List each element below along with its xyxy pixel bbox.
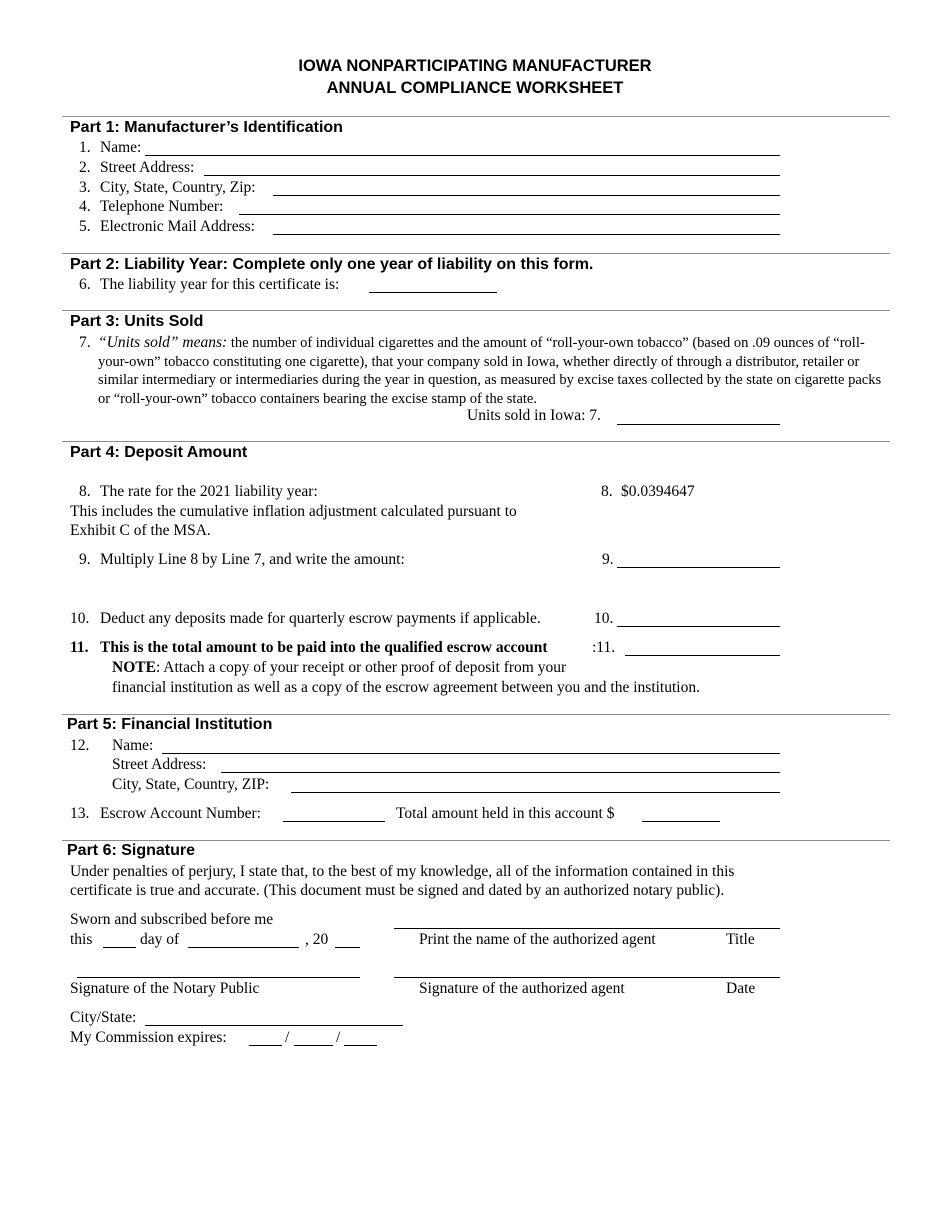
date-separator: / xyxy=(336,1029,341,1046)
item-number: 8. xyxy=(79,483,91,500)
part1-heading: Part 1: Manufacturer’s Identification xyxy=(70,119,343,136)
rate-note-line1: This includes the cumulative inflation adjustment calculated pursuant to xyxy=(70,503,517,520)
perjury-statement-line2: certificate is true and accurate. (This document must be signed and dated by an authorized notary public). xyxy=(70,882,725,899)
item-number: 4. xyxy=(79,198,91,215)
line10-amount-field[interactable] xyxy=(617,626,780,627)
item-number: 12. xyxy=(70,737,90,754)
rate-note-line2: Exhibit C of the MSA. xyxy=(70,522,211,539)
telephone-field[interactable] xyxy=(239,214,780,215)
commission-year-field[interactable] xyxy=(344,1045,377,1046)
sworn-label: Sworn and subscribed before me xyxy=(70,911,274,928)
agent-signature-label: Signature of the authorized agent xyxy=(419,980,625,997)
page-title-line2: ANNUAL COMPLIANCE WORKSHEET xyxy=(326,79,624,97)
city-state-field[interactable] xyxy=(273,195,780,196)
sworn-day-field[interactable] xyxy=(103,947,136,948)
part3-heading: Part 3: Units Sold xyxy=(70,313,204,330)
section-divider xyxy=(62,310,890,311)
units-sold-term: “Units sold” means: xyxy=(98,334,228,351)
section-divider xyxy=(62,441,890,442)
sworn-month-field[interactable] xyxy=(188,947,299,948)
units-sold-text: the number of individual cigarettes and the amount of “roll-your-own tobacco” (based on .09 ounces of “roll-your-own” tobacco constituting one cigarette), that your company sold in Iowa, whether directly of through a distributor, retailer or similar intermediary or intermediaries during the year in question, as measured by excise taxes collected by the state on cigarette packs or “roll-your-own” tobacco containers bearing the excise stamp of the state. xyxy=(98,335,882,407)
city-state-label: City/State: xyxy=(70,1009,137,1026)
sworn-year-label: , 20 xyxy=(305,931,329,948)
perjury-statement-line1: Under penalties of perjury, I state that, to the best of my knowledge, all of the information contained in this xyxy=(70,863,735,880)
section-divider xyxy=(62,714,890,715)
escrow-note-line1 xyxy=(112,659,566,677)
units-sold-label: Units sold in Iowa: 7. xyxy=(467,407,601,424)
commission-expires-label: My Commission expires: xyxy=(70,1029,227,1046)
item-number: 3. xyxy=(79,179,91,196)
part5-heading: Part 5: Financial Institution xyxy=(67,716,273,733)
note-label: NOTE xyxy=(112,659,156,676)
item-number: 5. xyxy=(79,218,91,235)
part2-heading: Part 2: Liability Year: Complete only one year of liability on this form. xyxy=(70,256,594,273)
total-escrow-label: This is the total amount to be paid into the qualified escrow account xyxy=(100,639,548,656)
item-number: 1. xyxy=(79,139,91,156)
total-held-label: Total amount held in this account $ xyxy=(396,805,615,822)
manufacturer-name-field[interactable] xyxy=(145,155,780,156)
section-divider xyxy=(62,116,890,117)
multiply-label: Multiply Line 8 by Line 7, and write the amount: xyxy=(100,551,405,568)
part4-heading: Part 4: Deposit Amount xyxy=(70,444,248,461)
institution-street-label: Street Address: xyxy=(112,756,207,773)
total-held-field[interactable] xyxy=(642,821,720,822)
rate-label: The rate for the 2021 liability year: xyxy=(100,483,318,500)
item-number: 7. xyxy=(79,334,91,351)
institution-name-label: Name: xyxy=(112,737,154,754)
street-address-field[interactable] xyxy=(204,175,780,176)
notary-signature-field[interactable] xyxy=(77,977,360,978)
agent-name-field[interactable] xyxy=(394,928,780,929)
item-number: :11. xyxy=(592,639,616,656)
sworn-this-label: this xyxy=(70,931,93,948)
telephone-label: Telephone Number: xyxy=(100,198,224,215)
sworn-dayof-label: day of xyxy=(140,931,180,948)
date-separator: / xyxy=(285,1029,290,1046)
institution-street-field[interactable] xyxy=(221,772,780,773)
part6-heading: Part 6: Signature xyxy=(67,842,196,859)
section-divider xyxy=(62,840,890,841)
name-label: Name: xyxy=(100,139,142,156)
institution-city-field[interactable] xyxy=(291,792,780,793)
institution-name-field[interactable] xyxy=(162,753,780,754)
item-number: 8. xyxy=(601,483,613,500)
rate-value: $0.0394647 xyxy=(621,483,695,500)
item-number: 6. xyxy=(79,276,91,293)
note-text: : Attach a copy of your receipt or other proof of deposit from your xyxy=(155,659,567,676)
section-divider xyxy=(62,253,890,254)
units-sold-definition xyxy=(98,334,890,408)
sworn-year-field[interactable] xyxy=(335,947,360,948)
total-escrow-field[interactable] xyxy=(625,655,780,656)
liability-year-field[interactable] xyxy=(369,292,497,293)
units-sold-field[interactable] xyxy=(617,424,780,425)
escrow-note-line2: financial institution as well as a copy of the escrow agreement between you and the institution. xyxy=(112,679,700,696)
agent-date-label: Date xyxy=(726,980,756,997)
email-field[interactable] xyxy=(273,234,780,235)
item-number: 2. xyxy=(79,159,91,176)
email-label: Electronic Mail Address: xyxy=(100,218,255,235)
item-number: 11. xyxy=(70,639,89,656)
institution-city-label: City, State, Country, ZIP: xyxy=(112,776,270,793)
liability-year-label: The liability year for this certificate is: xyxy=(100,276,340,293)
notary-signature-label: Signature of the Notary Public xyxy=(70,980,260,997)
agent-title-label: Title xyxy=(726,931,755,948)
agent-name-label: Print the name of the authorized agent xyxy=(419,931,656,948)
deduct-deposits-label: Deduct any deposits made for quarterly escrow payments if applicable. xyxy=(100,610,541,627)
item-number: 9. xyxy=(602,551,614,568)
commission-day-field[interactable] xyxy=(294,1045,333,1046)
escrow-account-label: Escrow Account Number: xyxy=(100,805,261,822)
street-address-label: Street Address: xyxy=(100,159,195,176)
notary-city-state-field[interactable] xyxy=(145,1025,403,1026)
page-title-line1: IOWA NONPARTICIPATING MANUFACTURER xyxy=(298,57,652,75)
city-state-label: City, State, Country, Zip: xyxy=(100,179,256,196)
escrow-account-field[interactable] xyxy=(283,821,385,822)
agent-signature-field[interactable] xyxy=(394,977,780,978)
item-number: 10. xyxy=(70,610,90,627)
item-number: 9. xyxy=(79,551,91,568)
item-number: 10. xyxy=(594,610,614,627)
item-number: 13. xyxy=(70,805,90,822)
line9-amount-field[interactable] xyxy=(617,567,780,568)
commission-month-field[interactable] xyxy=(249,1045,282,1046)
